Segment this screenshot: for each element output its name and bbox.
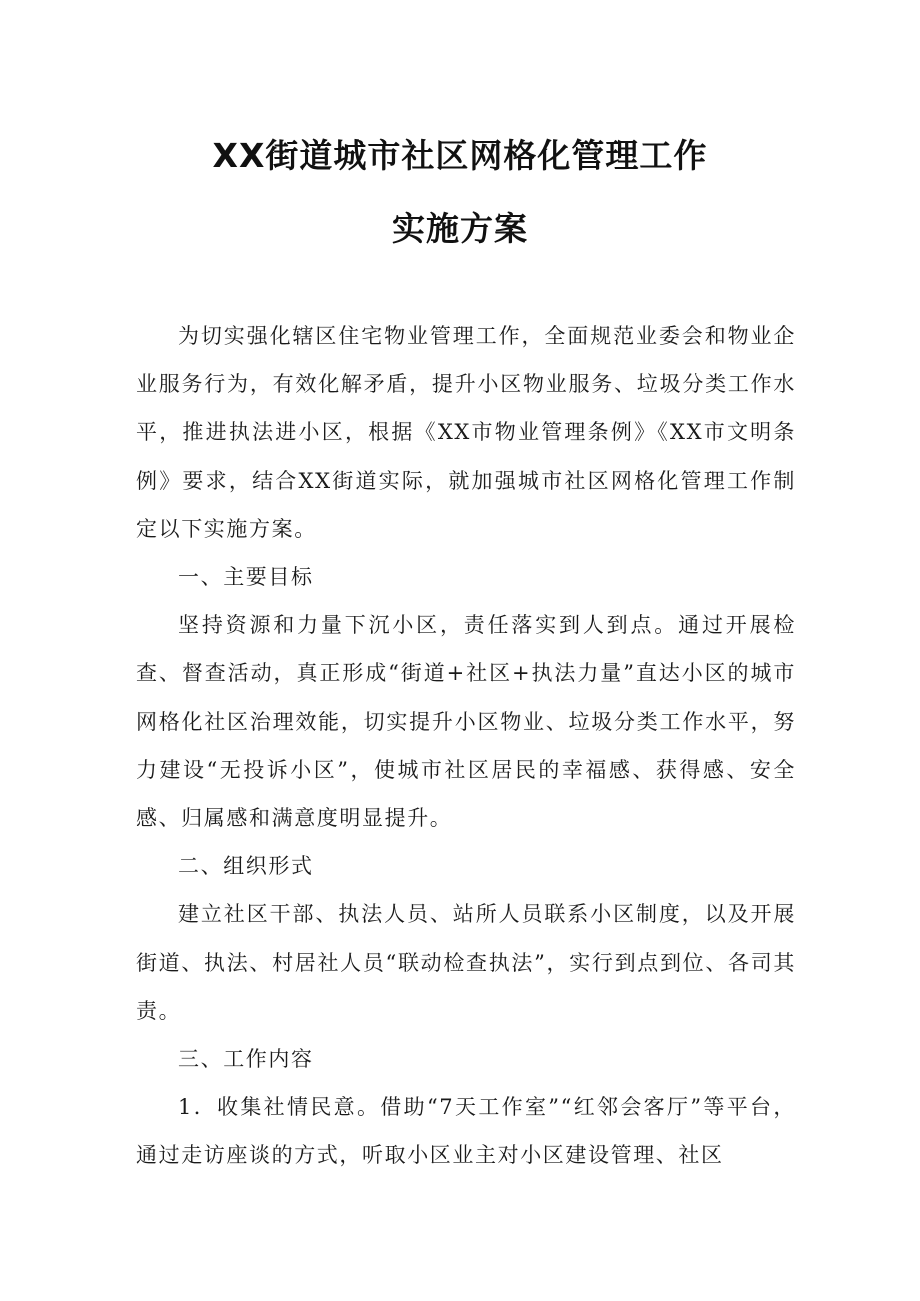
document-body — [136, 312, 796, 1180]
section-heading-goals: 一、主要目标 — [178, 565, 314, 590]
section-heading-organization: 二、组织形式 — [178, 854, 314, 879]
section-paragraph-goals: 坚持资源和力量下沉小区，责任落实到人到点。通过开展检查、督查活动，真正形成“街道+社区+执法力量”直达小区的城市网格化社区治理效能，切实提升小区物业、垃圾分类工作水平，努力建设“无投诉小区”，使城市社区居民的幸福感、获得感、安全感、归属感和满意度明显提升。 — [136, 613, 796, 831]
document-title-line-2: 实施方案 — [392, 209, 528, 248]
document-title-line-1: XX街道城市社区网格化管理工作 — [212, 136, 708, 175]
section-heading-work-content: 三、工作内容 — [178, 1047, 314, 1072]
section-paragraph-organization: 建立社区干部、执法人员、站所人员联系小区制度，以及开展街道、执法、村居社人员“联动检查执法”，实行到点到位、各司其责。 — [136, 902, 796, 1023]
section-paragraph-work-content: 1．收集社情民意。借助“7天工作室”“红邻会客厅”等平台，通过走访座谈的方式，听取小区业主对小区建设管理、社区 — [136, 1095, 796, 1168]
intro-paragraph: 为切实强化辖区住宅物业管理工作，全面规范业委会和物业企业服务行为，有效化解矛盾，提升小区物业服务、垃圾分类工作水平，推进执法进小区，根据《XX市物业管理条例》《XX市文明条例》要求，结合XX街道实际，就加强城市社区网格化管理工作制定以下实施方案。 — [136, 324, 796, 541]
